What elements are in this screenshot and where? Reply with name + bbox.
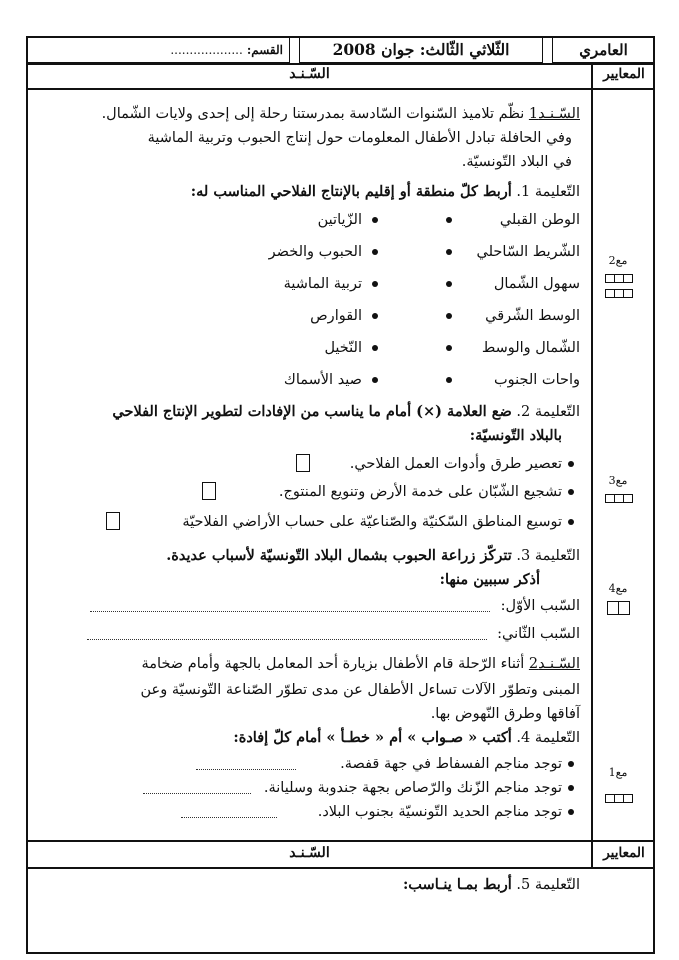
answer-line[interactable]	[196, 759, 296, 770]
q3-instruction-line2: أذكر سببين منها:	[439, 571, 540, 588]
divider	[26, 63, 655, 65]
sanad2-paragraph: السّـنـد2 أثناء الرّحلة قام الأطفال بزيارة أحد المعامل بالجهة وأمام ضخامة	[141, 656, 580, 672]
divider	[26, 867, 655, 869]
q5-instruction: التّعليمة 5. أربط بمـا ينـاسب:	[402, 876, 580, 893]
region-item: واحات الجنوب	[494, 372, 580, 388]
region-item: الشّمال والوسط	[481, 340, 580, 356]
sanad-column-header: السّـنـد	[289, 66, 330, 82]
q1-instruction: التّعليمة 1. أربط كلّ منطقة أو إقليم بالإنتاج الفلاحي المناسب له:	[190, 183, 580, 200]
sanad1-label: السّـنـد1	[528, 106, 580, 122]
criteria-4: مع4	[598, 582, 638, 618]
region-item: الشّريط السّاحلي	[476, 244, 580, 260]
answer-line[interactable]	[90, 601, 490, 612]
answer-line[interactable]	[181, 807, 277, 818]
criteria-3: مع3	[598, 474, 638, 506]
term-title: الثّلاثي الثّالث: جوان 2008	[299, 36, 543, 63]
header-row	[26, 36, 655, 63]
q2-checkbox[interactable]	[202, 482, 216, 500]
sanad2-line3: آفاقها وطرق النّهوض بها.	[430, 706, 580, 722]
product-item: تربية الماشية	[283, 276, 362, 292]
q4-statement: توجد مناجم الفسفاط في جهة قفصة.	[196, 752, 580, 776]
product-item: صيد الأسماك	[283, 372, 362, 388]
answer-line[interactable]	[87, 629, 487, 640]
column-divider	[591, 842, 593, 867]
school-name: العامري	[552, 36, 655, 63]
sanad1-paragraph: السّـنـد1 نظّم تلاميذ السّنوات السّادسة بمدرستنا رحلة إلى إحدى ولايات الشّمال.	[101, 106, 580, 122]
q2-option: تعصير طرق وأدوات العمل الفلاحي.	[350, 452, 580, 476]
q2-instruction: التّعليمة 2. ضع العلامة (×) أمام ما يناسب من الإفادات لتطوير الإنتاج الفلاحي	[112, 403, 580, 420]
q3-reason1-row: السّبب الأوّل:	[90, 594, 580, 618]
sanad1-line3: في البلاد التّونسيّة.	[461, 154, 572, 170]
divider	[26, 840, 655, 842]
footer-sanad-header: السّـنـد	[289, 845, 330, 861]
product-item: النّخيل	[324, 340, 362, 356]
region-item: سهول الشّمال	[493, 276, 580, 292]
class-field[interactable]	[26, 36, 290, 63]
q2-option: تشجيع الشّبّان على خدمة الأرض وتنويع المنتوج.	[279, 480, 580, 504]
column-divider	[591, 63, 593, 840]
product-item: الزّياتين	[317, 212, 362, 228]
class-value[interactable]: ...................	[170, 42, 243, 57]
q2-instruction-line2: بالبلاد التّونسيّة:	[469, 427, 562, 444]
q4-statement: توجد مناجم الحديد التّونسيّة بجنوب البلاد.	[181, 800, 580, 824]
region-item: الوسط الشّرقي	[485, 308, 580, 324]
q4-statement: توجد مناجم الزّنك والرّصاص بجهة جندوبة وسليانة.	[143, 776, 580, 800]
answer-line[interactable]	[143, 783, 251, 794]
q2-checkbox[interactable]	[296, 454, 310, 472]
sanad1-line2: وفي الحافلة تبادل الأطفال المعلومات حول إنتاج الحبوب وتربية الماشية	[147, 130, 572, 146]
footer-criteria-header: المعايير	[603, 845, 645, 861]
q2-checkbox[interactable]	[106, 512, 120, 530]
sanad2-line2: المبنى وتطوّر الآلات تساءل الأطفال عن مدى تطوّر الصّناعة التّونسيّة وعن	[140, 682, 580, 698]
criteria-2: مع2	[598, 254, 638, 301]
q3-reason2-row: السّبب الثّاني:	[87, 622, 580, 646]
q2-option: توسيع المناطق السّكنيّة والصّناعيّة على حساب الأراضي الفلاحيّة	[182, 510, 580, 534]
criteria-column-header: المعايير	[603, 66, 645, 82]
region-item: الوطن القبلي	[499, 212, 580, 228]
product-item: الحبوب والخضر	[268, 244, 362, 260]
divider	[26, 88, 655, 90]
class-label: القسم:	[246, 42, 283, 57]
product-item: القوارص	[310, 308, 362, 324]
q3-instruction: التّعليمة 3. تتركّز زراعة الحبوب بشمال البلاد التّونسيّة لأسباب عديدة.	[166, 547, 580, 564]
q4-instruction: التّعليمة 4. أكتب « صـواب » أم « خطـأ » أمام كلّ إفادة:	[233, 729, 580, 746]
criteria-1: مع1	[598, 766, 638, 806]
